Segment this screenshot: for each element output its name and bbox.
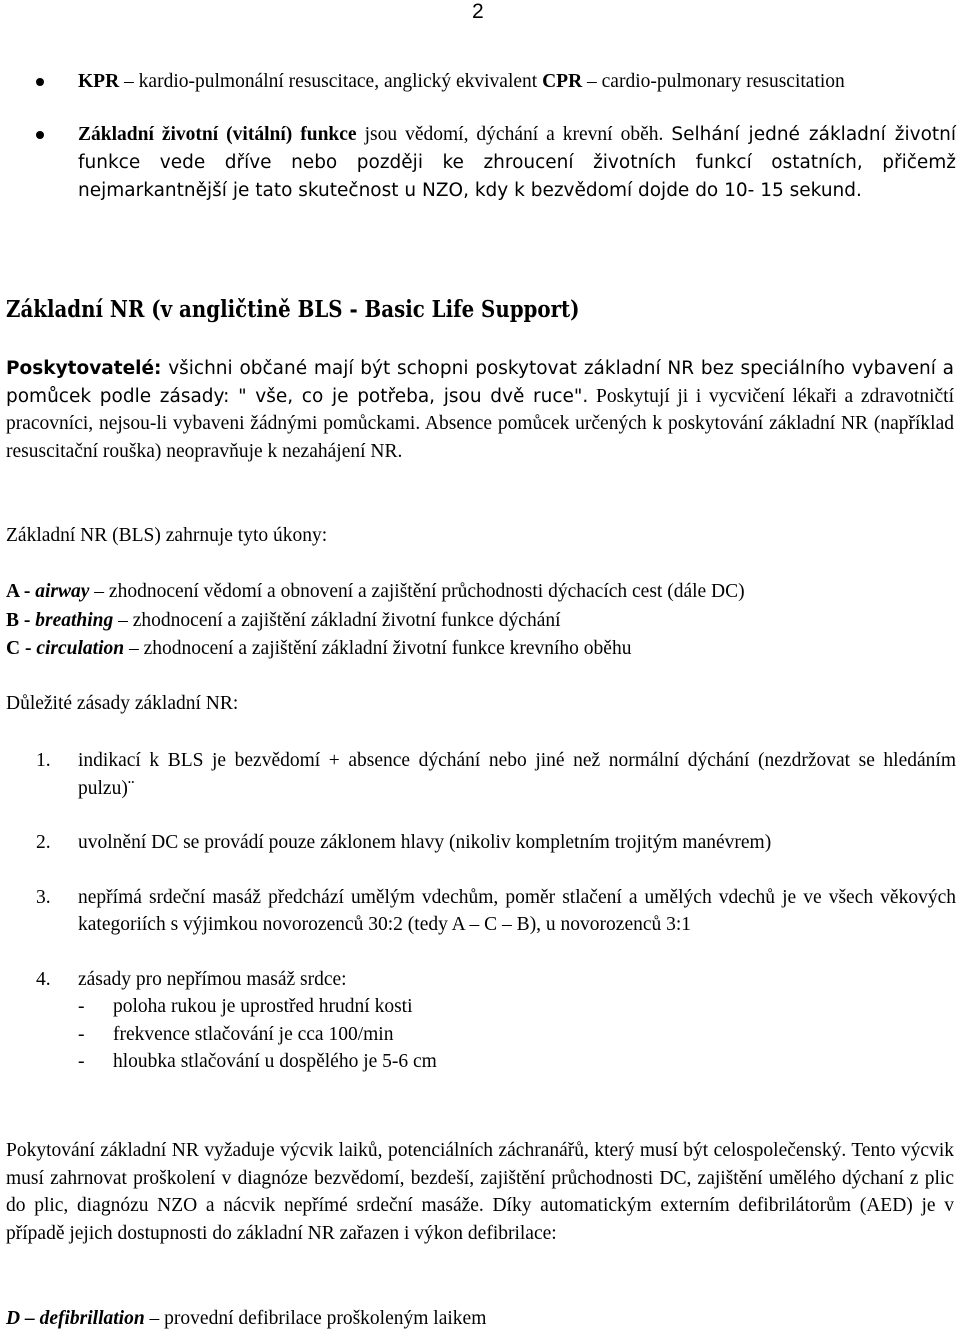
principles-list (0, 747, 960, 1076)
abc-word: breathing (35, 609, 114, 631)
item-number: 1. (36, 750, 51, 771)
definition-text: Selhání jedné základní životní funkce vede dříve nebo později ke zhroucení životních funkcí ostatních, přičemž nejmarkantnější je tato skutečnost u NZO, kdy k bezvědomí dojde do 10- 15 sekund. (78, 124, 957, 201)
list-item (0, 829, 960, 857)
definition-list (0, 68, 960, 230)
term: Poskytovatelé: (6, 358, 162, 379)
sub-item-text: frekvence stlačování je cca 100/min (113, 1023, 394, 1045)
item-number: 4. (36, 968, 51, 990)
section-heading: Základní NR (v angličtině BLS - Basic Life Support) (6, 296, 580, 323)
item-number: 2. (36, 832, 51, 853)
definition-text: jsou vědomí, dýchání a krevní oběh. (356, 124, 672, 145)
dash-marker: - (78, 1051, 85, 1072)
abc-item (6, 578, 954, 607)
sub-item-text: hloubka stlačování u dospělého je 5-6 cm (113, 1051, 437, 1072)
providers-body-serif: Poskytují ji i vycvičení lékaři a zdravotničtí pracovníci, nejsou-li vybaveni žádnými pomůckami. Absence pomůcek určených k poskytování základní NR (například resuscitační rouška) neopravňuje k nezahájení NR. (6, 385, 954, 462)
abc-desc: – zhodnocení a zajištění základní životní funkce krevního oběhu (124, 638, 632, 659)
term: CPR (542, 71, 583, 92)
definition-text: – kardio-pulmonální resuscitace, anglický ekvivalent (119, 71, 543, 92)
item-text: zásady pro nepřímou masáž srdce: (78, 968, 347, 990)
list-item (0, 966, 960, 994)
sub-item (0, 993, 960, 1021)
principles-title: Důležité zásady základní NR: (6, 693, 239, 714)
sub-item (0, 1021, 960, 1049)
item-text: uvolnění DC se provádí pouze záklonem hlavy (nikoliv kompletním trojitým manévrem) (78, 832, 772, 853)
abc-word: circulation (36, 638, 125, 659)
abc-item (6, 607, 954, 636)
abc-desc: – zhodnocení a zajištění základní životní funkce dýchání (113, 609, 561, 631)
providers-paragraph (6, 355, 954, 465)
abc-letter: C - (6, 638, 37, 659)
bullet-icon (36, 78, 44, 86)
defibrillation-line (6, 1305, 954, 1333)
term: Základní životní (vitální) funkce (78, 124, 357, 145)
bls-intro (6, 522, 954, 550)
bls-lead: Základní NR (BLS) (6, 525, 161, 546)
list-item (0, 121, 960, 205)
defib-lead: D – defibrillation (6, 1308, 145, 1329)
abc-desc: – zhodnocení vědomí a obnovení a zajištění průchodnosti dýchacích cest (dále DC) (89, 581, 745, 602)
page-number: 2 (472, 0, 484, 23)
item-number: 3. (36, 886, 51, 908)
closing-paragraph: Pokytování základní NR vyžaduje výcvik laiků, potenciálních záchranářů, který musí být celospolečenský. Tento výcvik musí zahrnovat proškolení v diagnóze bezvědomí, bezdeší, zajištění průchodnosti DC, zajištění umělého dýchaní z plic do plic, diagnózu NZO a nácvik nepřímé srdeční masáže. Díky automatickým externím defibrilátorům (AED) je v případě jejich dostupnosti do základní NR zařazen i výkon defibrilace: (6, 1140, 954, 1244)
term: KPR (78, 71, 120, 92)
item-text: indikací k BLS je bezvědomí + absence dýchání nebo jiné než normální dýchání (nezdržovat se hledáním pulzu)¨ (78, 750, 956, 799)
defib-rest: – provední defibrilace proškoleným laikem (144, 1308, 487, 1329)
sub-item (0, 1048, 960, 1076)
list-item (0, 68, 960, 96)
item-text: nepřímá srdeční masáž předchází umělým vdechům, poměr stlačení a umělých vdechů je ve všech věkových kategoriích s výjimkou novorozenců 30:2 (tedy A – C – B), u novorozenců 3:1 (78, 886, 956, 935)
abc-item (6, 635, 954, 664)
list-item (0, 747, 960, 802)
providers-body: všichni občané mají být schopni poskytovat základní NR bez speciálního vybavení a pomůcek podle zásady: " vše, co je potřeba, jsou dvě ruce". (6, 358, 954, 407)
bullet-icon (36, 131, 44, 139)
definition-text: – cardio-pulmonary resuscitation (582, 71, 845, 92)
dash-marker: - (78, 1023, 85, 1045)
bls-rest: zahrnuje tyto úkony: (160, 525, 328, 546)
abc-word: airway (35, 581, 90, 602)
abc-letter: B - (6, 609, 36, 631)
abc-list (6, 578, 954, 664)
sub-item-text: poloha rukou je uprostřed hrudní kosti (113, 996, 413, 1017)
abc-letter: A - (6, 581, 36, 602)
dash-marker: - (78, 996, 85, 1017)
list-item (0, 884, 960, 939)
